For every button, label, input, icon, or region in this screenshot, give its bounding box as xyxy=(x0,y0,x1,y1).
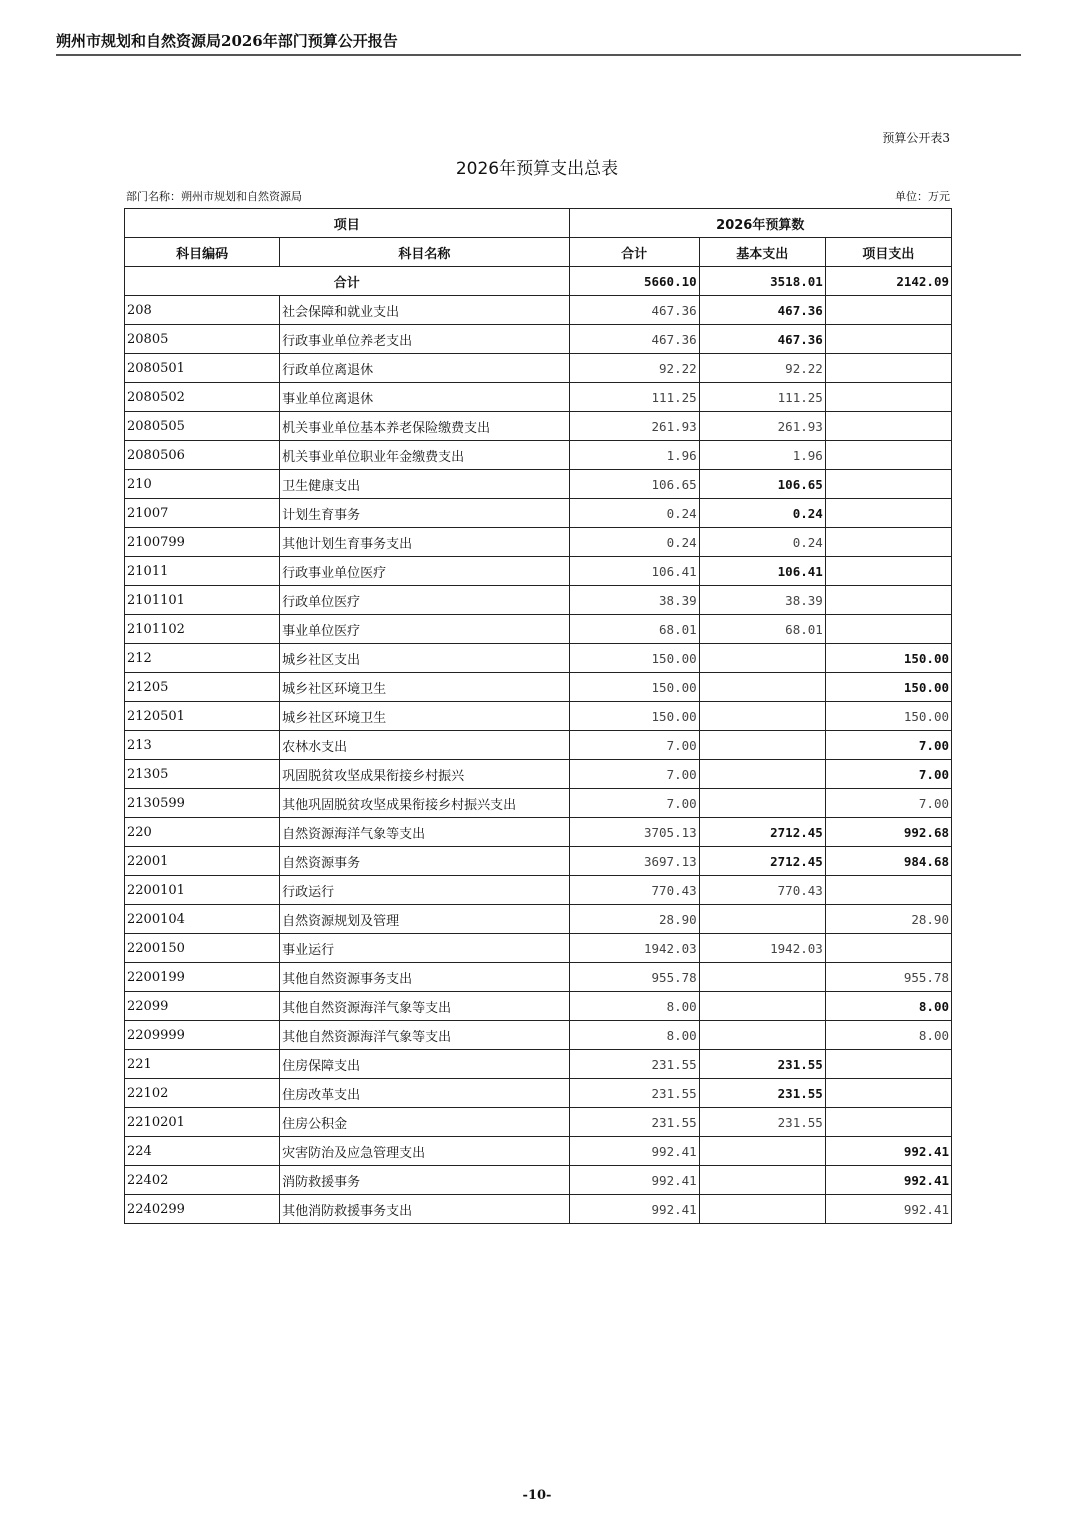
row-basic xyxy=(699,644,825,673)
row-total: 150.00 xyxy=(569,644,699,673)
table-row xyxy=(125,934,952,963)
row-basic: 106.65 xyxy=(699,470,825,499)
row-project xyxy=(825,528,951,557)
row-code: 22102 xyxy=(125,1079,280,1108)
row-code: 2101101 xyxy=(125,586,280,615)
row-code: 2100799 xyxy=(125,528,280,557)
table-row xyxy=(125,876,952,905)
row-project: 992.41 xyxy=(825,1166,951,1195)
row-project: 8.00 xyxy=(825,1021,951,1050)
row-total: 7.00 xyxy=(569,760,699,789)
row-basic: 0.24 xyxy=(699,528,825,557)
row-project xyxy=(825,876,951,905)
row-code: 224 xyxy=(125,1137,280,1166)
row-name: 行政单位医疗 xyxy=(280,586,569,615)
row-project: 28.90 xyxy=(825,905,951,934)
row-code: 2080505 xyxy=(125,412,280,441)
row-project: 7.00 xyxy=(825,789,951,818)
row-code: 2080502 xyxy=(125,383,280,412)
row-code: 213 xyxy=(125,731,280,760)
table-row xyxy=(125,992,952,1021)
row-code: 2200199 xyxy=(125,963,280,992)
header-budget: 2026年预算数 xyxy=(569,209,951,238)
row-name: 行政单位离退休 xyxy=(280,354,569,383)
row-project xyxy=(825,441,951,470)
row-basic xyxy=(699,1166,825,1195)
header-total: 合计 xyxy=(569,238,699,267)
table-row xyxy=(125,557,952,586)
header-divider xyxy=(56,54,1021,56)
row-name: 行政运行 xyxy=(280,876,569,905)
table-row xyxy=(125,731,952,760)
table-title: 2026年预算支出总表 xyxy=(455,159,619,179)
row-name: 城乡社区环境卫生 xyxy=(280,673,569,702)
header-row-bottom xyxy=(125,238,952,267)
row-project: 992.41 xyxy=(825,1195,951,1224)
row-basic xyxy=(699,702,825,731)
table-row xyxy=(125,1021,952,1050)
row-total: 231.55 xyxy=(569,1079,699,1108)
table-row xyxy=(125,1108,952,1137)
unit-label: 单位：万元 xyxy=(895,190,950,203)
row-basic: 111.25 xyxy=(699,383,825,412)
row-name: 其他自然资源海洋气象等支出 xyxy=(280,992,569,1021)
table-row xyxy=(125,383,952,412)
row-basic xyxy=(699,963,825,992)
row-basic xyxy=(699,731,825,760)
row-total: 0.24 xyxy=(569,528,699,557)
row-project xyxy=(825,499,951,528)
row-total: 467.36 xyxy=(569,296,699,325)
row-code: 2120501 xyxy=(125,702,280,731)
row-name: 住房公积金 xyxy=(280,1108,569,1137)
table-row xyxy=(125,644,952,673)
row-project xyxy=(825,934,951,963)
row-total: 106.41 xyxy=(569,557,699,586)
row-basic: 2712.45 xyxy=(699,818,825,847)
table-row xyxy=(125,441,952,470)
row-name: 行政事业单位医疗 xyxy=(280,557,569,586)
row-total: 38.39 xyxy=(569,586,699,615)
table-row xyxy=(125,818,952,847)
row-basic: 2712.45 xyxy=(699,847,825,876)
row-total: 111.25 xyxy=(569,383,699,412)
table-row xyxy=(125,1195,952,1224)
row-code: 20805 xyxy=(125,325,280,354)
table-row xyxy=(125,470,952,499)
row-project xyxy=(825,470,951,499)
row-total: 1.96 xyxy=(569,441,699,470)
row-project: 7.00 xyxy=(825,731,951,760)
row-basic xyxy=(699,905,825,934)
table-row xyxy=(125,412,952,441)
row-basic: 231.55 xyxy=(699,1050,825,1079)
row-project: 150.00 xyxy=(825,702,951,731)
row-total: 231.55 xyxy=(569,1050,699,1079)
table-row xyxy=(125,354,952,383)
page-header-title: 朔州市规划和自然资源局2026年部门预算公开报告 xyxy=(56,32,398,50)
row-total: 231.55 xyxy=(569,1108,699,1137)
row-name: 其他自然资源海洋气象等支出 xyxy=(280,1021,569,1050)
header-row-top xyxy=(125,209,952,238)
row-project xyxy=(825,383,951,412)
row-basic xyxy=(699,1137,825,1166)
table-row xyxy=(125,1166,952,1195)
row-project xyxy=(825,354,951,383)
row-basic xyxy=(699,673,825,702)
table-row xyxy=(125,499,952,528)
row-project xyxy=(825,296,951,325)
table-row xyxy=(125,905,952,934)
row-name: 卫生健康支出 xyxy=(280,470,569,499)
row-name: 其他巩固脱贫攻坚成果衔接乡村振兴支出 xyxy=(280,789,569,818)
row-basic: 92.22 xyxy=(699,354,825,383)
table-row xyxy=(125,586,952,615)
row-name: 其他消防救援事务支出 xyxy=(280,1195,569,1224)
row-code: 2209999 xyxy=(125,1021,280,1050)
table-row xyxy=(125,1050,952,1079)
row-basic: 770.43 xyxy=(699,876,825,905)
row-total: 8.00 xyxy=(569,1021,699,1050)
row-total: 992.41 xyxy=(569,1137,699,1166)
header-project: 项目 xyxy=(125,209,570,238)
row-name: 住房保障支出 xyxy=(280,1050,569,1079)
table-row xyxy=(125,963,952,992)
row-total: 992.41 xyxy=(569,1195,699,1224)
row-code: 22001 xyxy=(125,847,280,876)
header-code: 科目编码 xyxy=(125,238,280,267)
budget-table xyxy=(124,208,952,1224)
row-code: 21205 xyxy=(125,673,280,702)
row-project: 150.00 xyxy=(825,673,951,702)
row-project: 150.00 xyxy=(825,644,951,673)
row-name: 机关事业单位职业年金缴费支出 xyxy=(280,441,569,470)
row-basic: 231.55 xyxy=(699,1108,825,1137)
row-name: 农林水支出 xyxy=(280,731,569,760)
total-row xyxy=(125,267,952,296)
row-total: 0.24 xyxy=(569,499,699,528)
row-name: 其他计划生育事务支出 xyxy=(280,528,569,557)
row-name: 事业单位离退休 xyxy=(280,383,569,412)
row-name: 事业运行 xyxy=(280,934,569,963)
total-project: 2142.09 xyxy=(825,267,951,296)
row-total: 770.43 xyxy=(569,876,699,905)
row-name: 巩固脱贫攻坚成果衔接乡村振兴 xyxy=(280,760,569,789)
table-row xyxy=(125,615,952,644)
row-name: 自然资源事务 xyxy=(280,847,569,876)
row-code: 2101102 xyxy=(125,615,280,644)
row-total: 3705.13 xyxy=(569,818,699,847)
table-row xyxy=(125,325,952,354)
row-code: 221 xyxy=(125,1050,280,1079)
row-name: 社会保障和就业支出 xyxy=(280,296,569,325)
row-total: 261.93 xyxy=(569,412,699,441)
row-project xyxy=(825,325,951,354)
row-project xyxy=(825,1108,951,1137)
row-project xyxy=(825,586,951,615)
row-basic xyxy=(699,992,825,1021)
row-project: 7.00 xyxy=(825,760,951,789)
row-basic: 467.36 xyxy=(699,325,825,354)
row-basic: 1942.03 xyxy=(699,934,825,963)
row-project xyxy=(825,557,951,586)
row-total: 467.36 xyxy=(569,325,699,354)
header-basic: 基本支出 xyxy=(699,238,825,267)
header-name: 科目名称 xyxy=(280,238,569,267)
row-project xyxy=(825,412,951,441)
row-code: 212 xyxy=(125,644,280,673)
row-code: 220 xyxy=(125,818,280,847)
row-total: 150.00 xyxy=(569,673,699,702)
table-row xyxy=(125,1079,952,1108)
row-project xyxy=(825,1050,951,1079)
row-basic: 261.93 xyxy=(699,412,825,441)
row-total: 8.00 xyxy=(569,992,699,1021)
row-name: 住房改革支出 xyxy=(280,1079,569,1108)
department-name: 部门名称：朔州市规划和自然资源局 xyxy=(126,190,302,203)
table-row xyxy=(125,1137,952,1166)
table-number: 预算公开表3 xyxy=(882,131,950,145)
row-project: 992.68 xyxy=(825,818,951,847)
row-name: 城乡社区环境卫生 xyxy=(280,702,569,731)
row-code: 21007 xyxy=(125,499,280,528)
row-name: 自然资源规划及管理 xyxy=(280,905,569,934)
row-code: 2200104 xyxy=(125,905,280,934)
row-code: 21305 xyxy=(125,760,280,789)
total-label: 合计 xyxy=(125,267,570,296)
table-row xyxy=(125,760,952,789)
row-total: 7.00 xyxy=(569,731,699,760)
row-code: 21011 xyxy=(125,557,280,586)
row-name: 计划生育事务 xyxy=(280,499,569,528)
row-basic: 231.55 xyxy=(699,1079,825,1108)
row-project: 992.41 xyxy=(825,1137,951,1166)
row-basic: 0.24 xyxy=(699,499,825,528)
row-name: 机关事业单位基本养老保险缴费支出 xyxy=(280,412,569,441)
row-code: 210 xyxy=(125,470,280,499)
row-name: 消防救援事务 xyxy=(280,1166,569,1195)
row-code: 2240299 xyxy=(125,1195,280,1224)
row-total: 992.41 xyxy=(569,1166,699,1195)
row-project xyxy=(825,615,951,644)
row-project: 955.78 xyxy=(825,963,951,992)
table-row xyxy=(125,528,952,557)
row-basic: 38.39 xyxy=(699,586,825,615)
row-total: 3697.13 xyxy=(569,847,699,876)
table-row xyxy=(125,296,952,325)
row-code: 2080506 xyxy=(125,441,280,470)
table-row xyxy=(125,847,952,876)
row-code: 22099 xyxy=(125,992,280,1021)
row-project xyxy=(825,1079,951,1108)
row-basic: 467.36 xyxy=(699,296,825,325)
table-row xyxy=(125,702,952,731)
row-total: 7.00 xyxy=(569,789,699,818)
total-total: 5660.10 xyxy=(569,267,699,296)
row-total: 28.90 xyxy=(569,905,699,934)
row-total: 955.78 xyxy=(569,963,699,992)
row-basic xyxy=(699,760,825,789)
row-name: 自然资源海洋气象等支出 xyxy=(280,818,569,847)
row-code: 2200150 xyxy=(125,934,280,963)
row-project: 984.68 xyxy=(825,847,951,876)
row-total: 68.01 xyxy=(569,615,699,644)
row-total: 92.22 xyxy=(569,354,699,383)
total-basic: 3518.01 xyxy=(699,267,825,296)
row-total: 1942.03 xyxy=(569,934,699,963)
header-proj: 项目支出 xyxy=(825,238,951,267)
page-number: -10- xyxy=(522,1488,552,1503)
row-code: 2200101 xyxy=(125,876,280,905)
row-basic xyxy=(699,789,825,818)
row-code: 22402 xyxy=(125,1166,280,1195)
row-name: 事业单位医疗 xyxy=(280,615,569,644)
row-basic: 106.41 xyxy=(699,557,825,586)
table-row xyxy=(125,673,952,702)
row-basic: 68.01 xyxy=(699,615,825,644)
row-name: 行政事业单位养老支出 xyxy=(280,325,569,354)
row-code: 2210201 xyxy=(125,1108,280,1137)
row-code: 2130599 xyxy=(125,789,280,818)
row-basic xyxy=(699,1021,825,1050)
row-total: 106.65 xyxy=(569,470,699,499)
row-basic xyxy=(699,1195,825,1224)
row-project: 8.00 xyxy=(825,992,951,1021)
row-total: 150.00 xyxy=(569,702,699,731)
row-code: 208 xyxy=(125,296,280,325)
row-name: 灾害防治及应急管理支出 xyxy=(280,1137,569,1166)
row-name: 其他自然资源事务支出 xyxy=(280,963,569,992)
row-basic: 1.96 xyxy=(699,441,825,470)
row-name: 城乡社区支出 xyxy=(280,644,569,673)
table-row xyxy=(125,789,952,818)
row-code: 2080501 xyxy=(125,354,280,383)
